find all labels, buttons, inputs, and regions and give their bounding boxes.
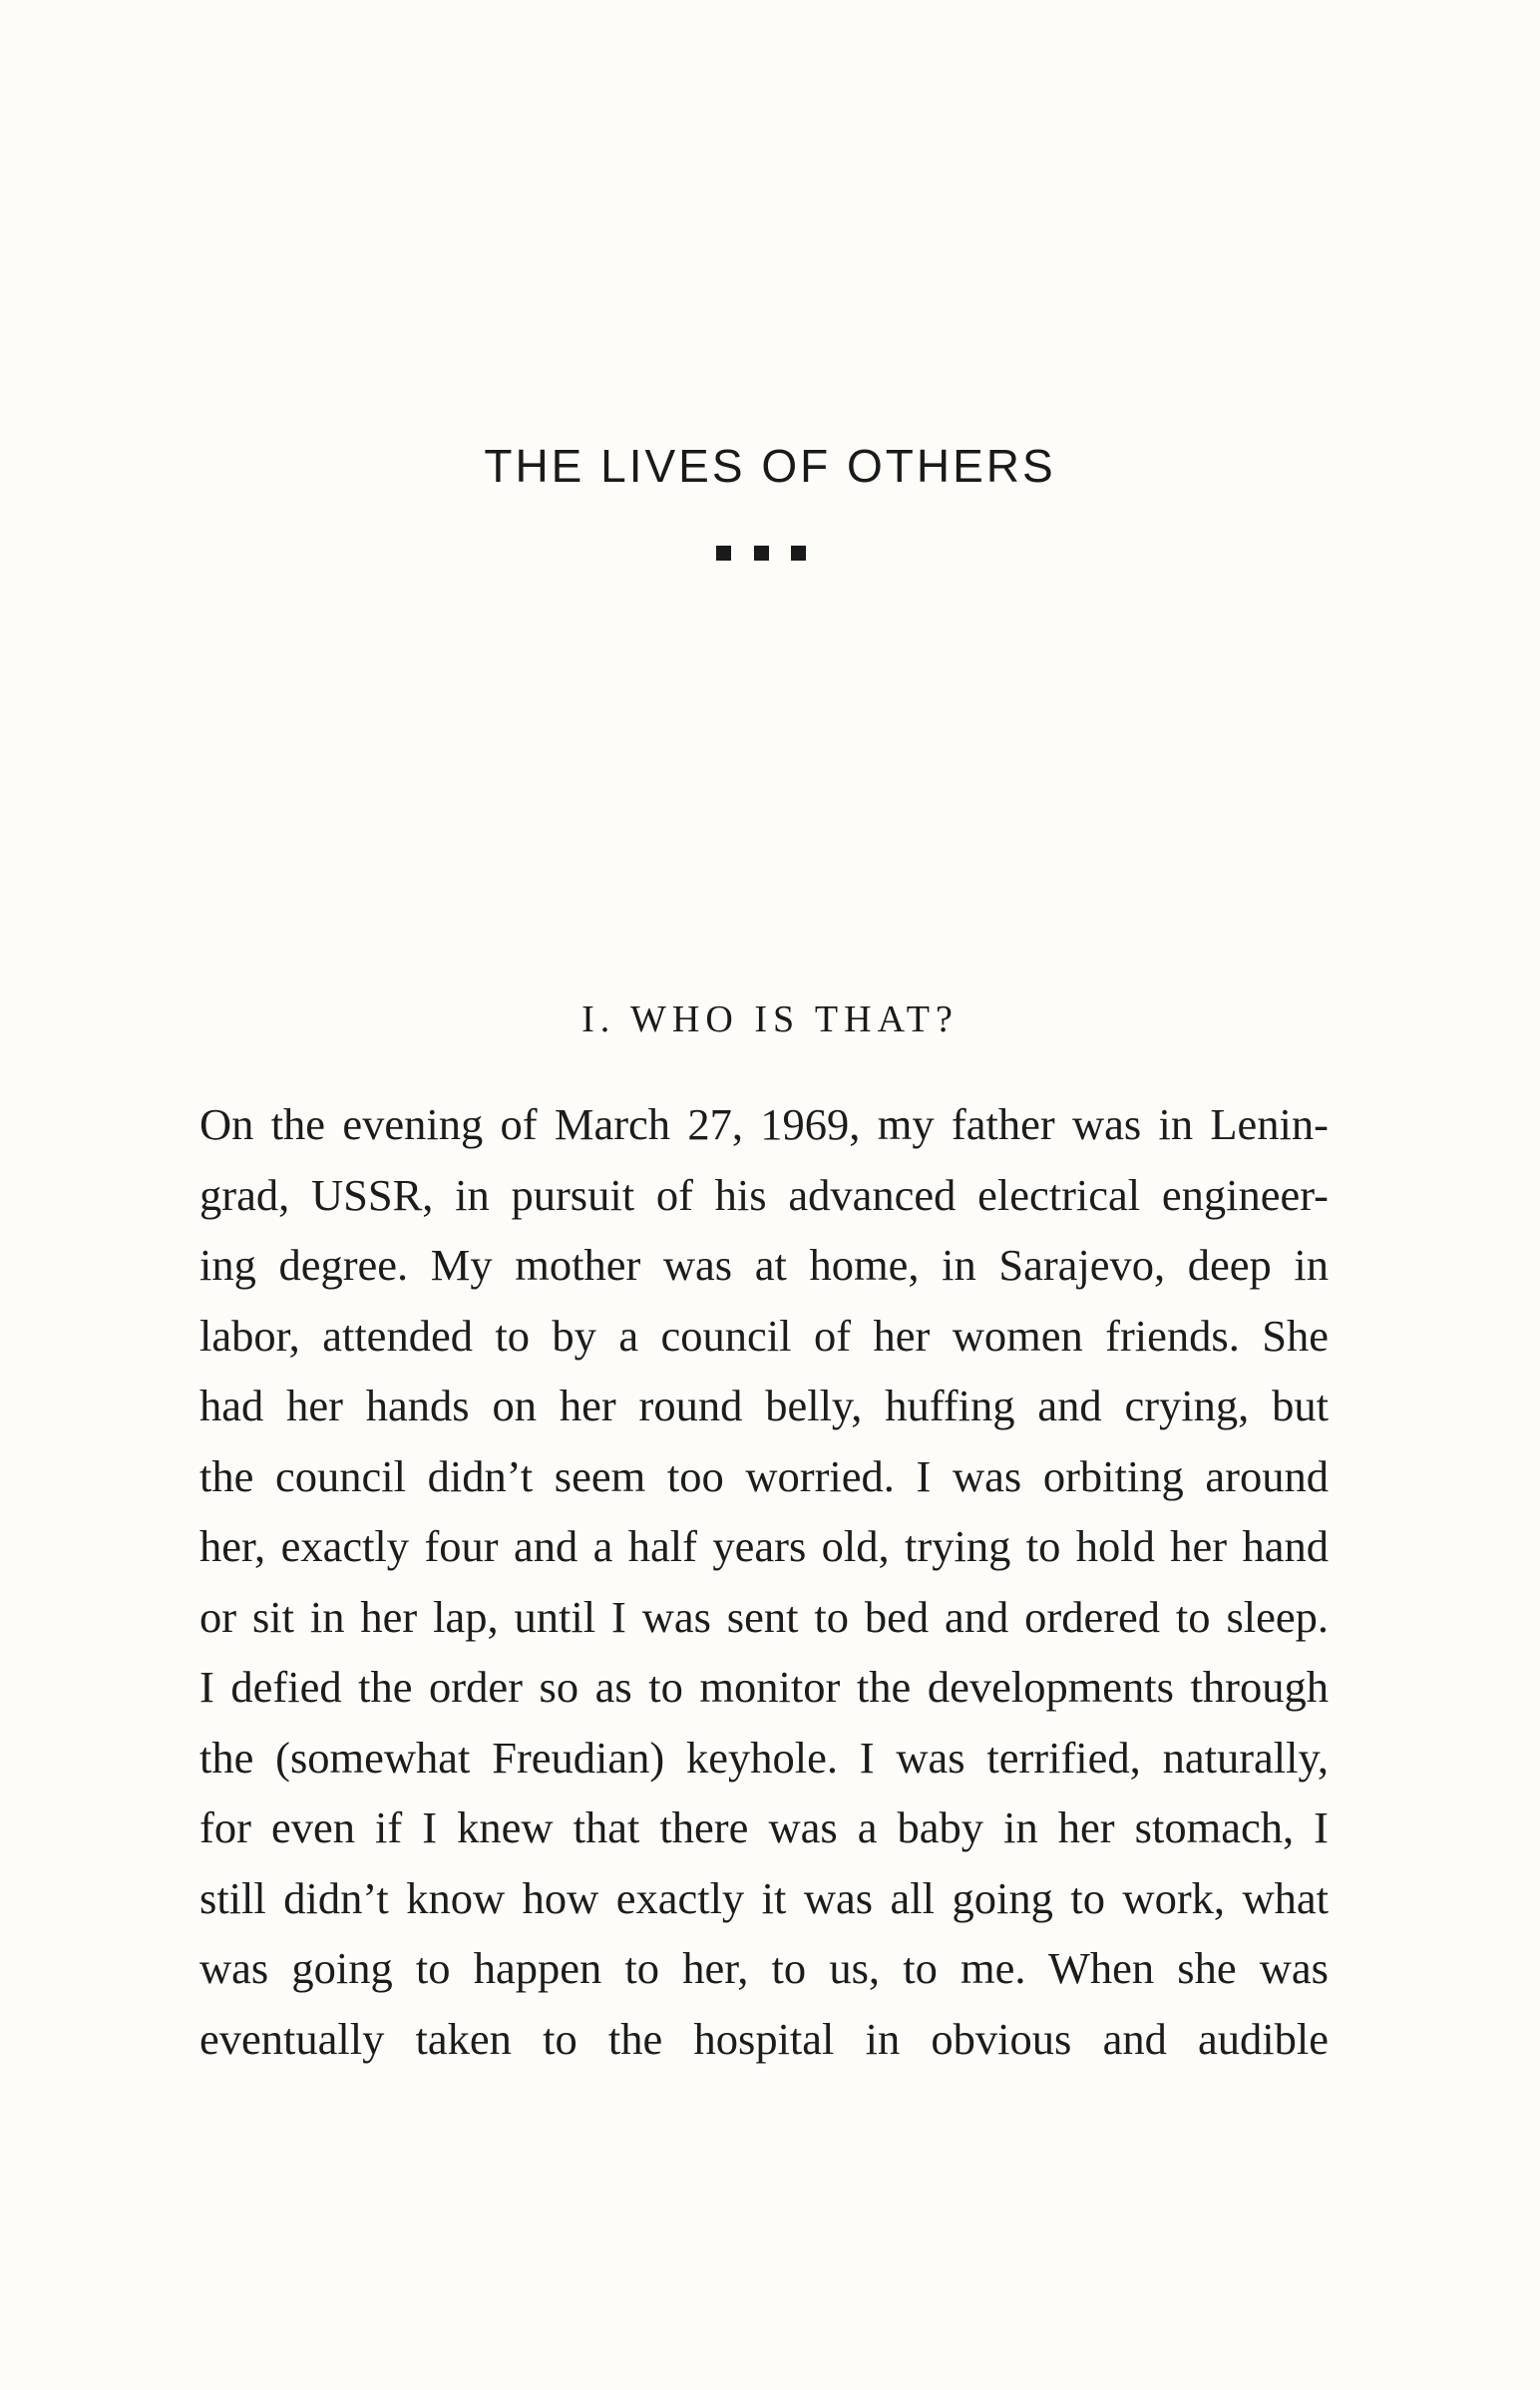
ornament-square-icon xyxy=(791,546,806,561)
text-line: I defied the order so as to monitor the developments through xyxy=(199,1662,1329,1712)
text-line: the council didn’t seem too worried. I was orbiting around xyxy=(199,1450,1329,1501)
text-line: had her hands on her round belly, huffing and crying, but xyxy=(199,1381,1329,1430)
text-line: her, exactly four and a half years old, trying to hold her hand xyxy=(199,1521,1329,1571)
ornament-square-icon xyxy=(754,546,769,561)
text-line: grad, USSR, in pursuit of his advanced electrical engineer- xyxy=(199,1169,1329,1220)
text-line: eventually taken to the hospital in obvious and audible xyxy=(199,2013,1329,2064)
text-line: for even if I knew that there was a baby in her stomach, I xyxy=(199,1802,1329,1852)
chapter-title: THE LIVES OF OTHERS xyxy=(484,440,1056,492)
text-line: labor, attended to by a council of her women friends. She xyxy=(199,1310,1329,1361)
text-line: still didn’t know how exactly it was all going to work, what xyxy=(199,1872,1329,1923)
ornament-square-icon xyxy=(716,546,731,561)
body-paragraph xyxy=(199,1089,1329,2074)
text-line: the (somewhat Freudian) keyhole. I was terrified, naturally, xyxy=(199,1732,1329,1783)
text-line: or sit in her lap, until I was sent to bed and ordered to sleep. xyxy=(199,1591,1329,1642)
text-line: On the evening of March 27, 1969, my father was in Lenin- xyxy=(199,1099,1329,1149)
text-line: was going to happen to her, to us, to me. When she was xyxy=(199,1943,1329,1993)
text-line: ing degree. My mother was at home, in Sarajevo, deep in xyxy=(199,1240,1329,1290)
section-heading: I. WHO IS THAT? xyxy=(581,998,959,1040)
chapter-ornament xyxy=(716,544,806,562)
